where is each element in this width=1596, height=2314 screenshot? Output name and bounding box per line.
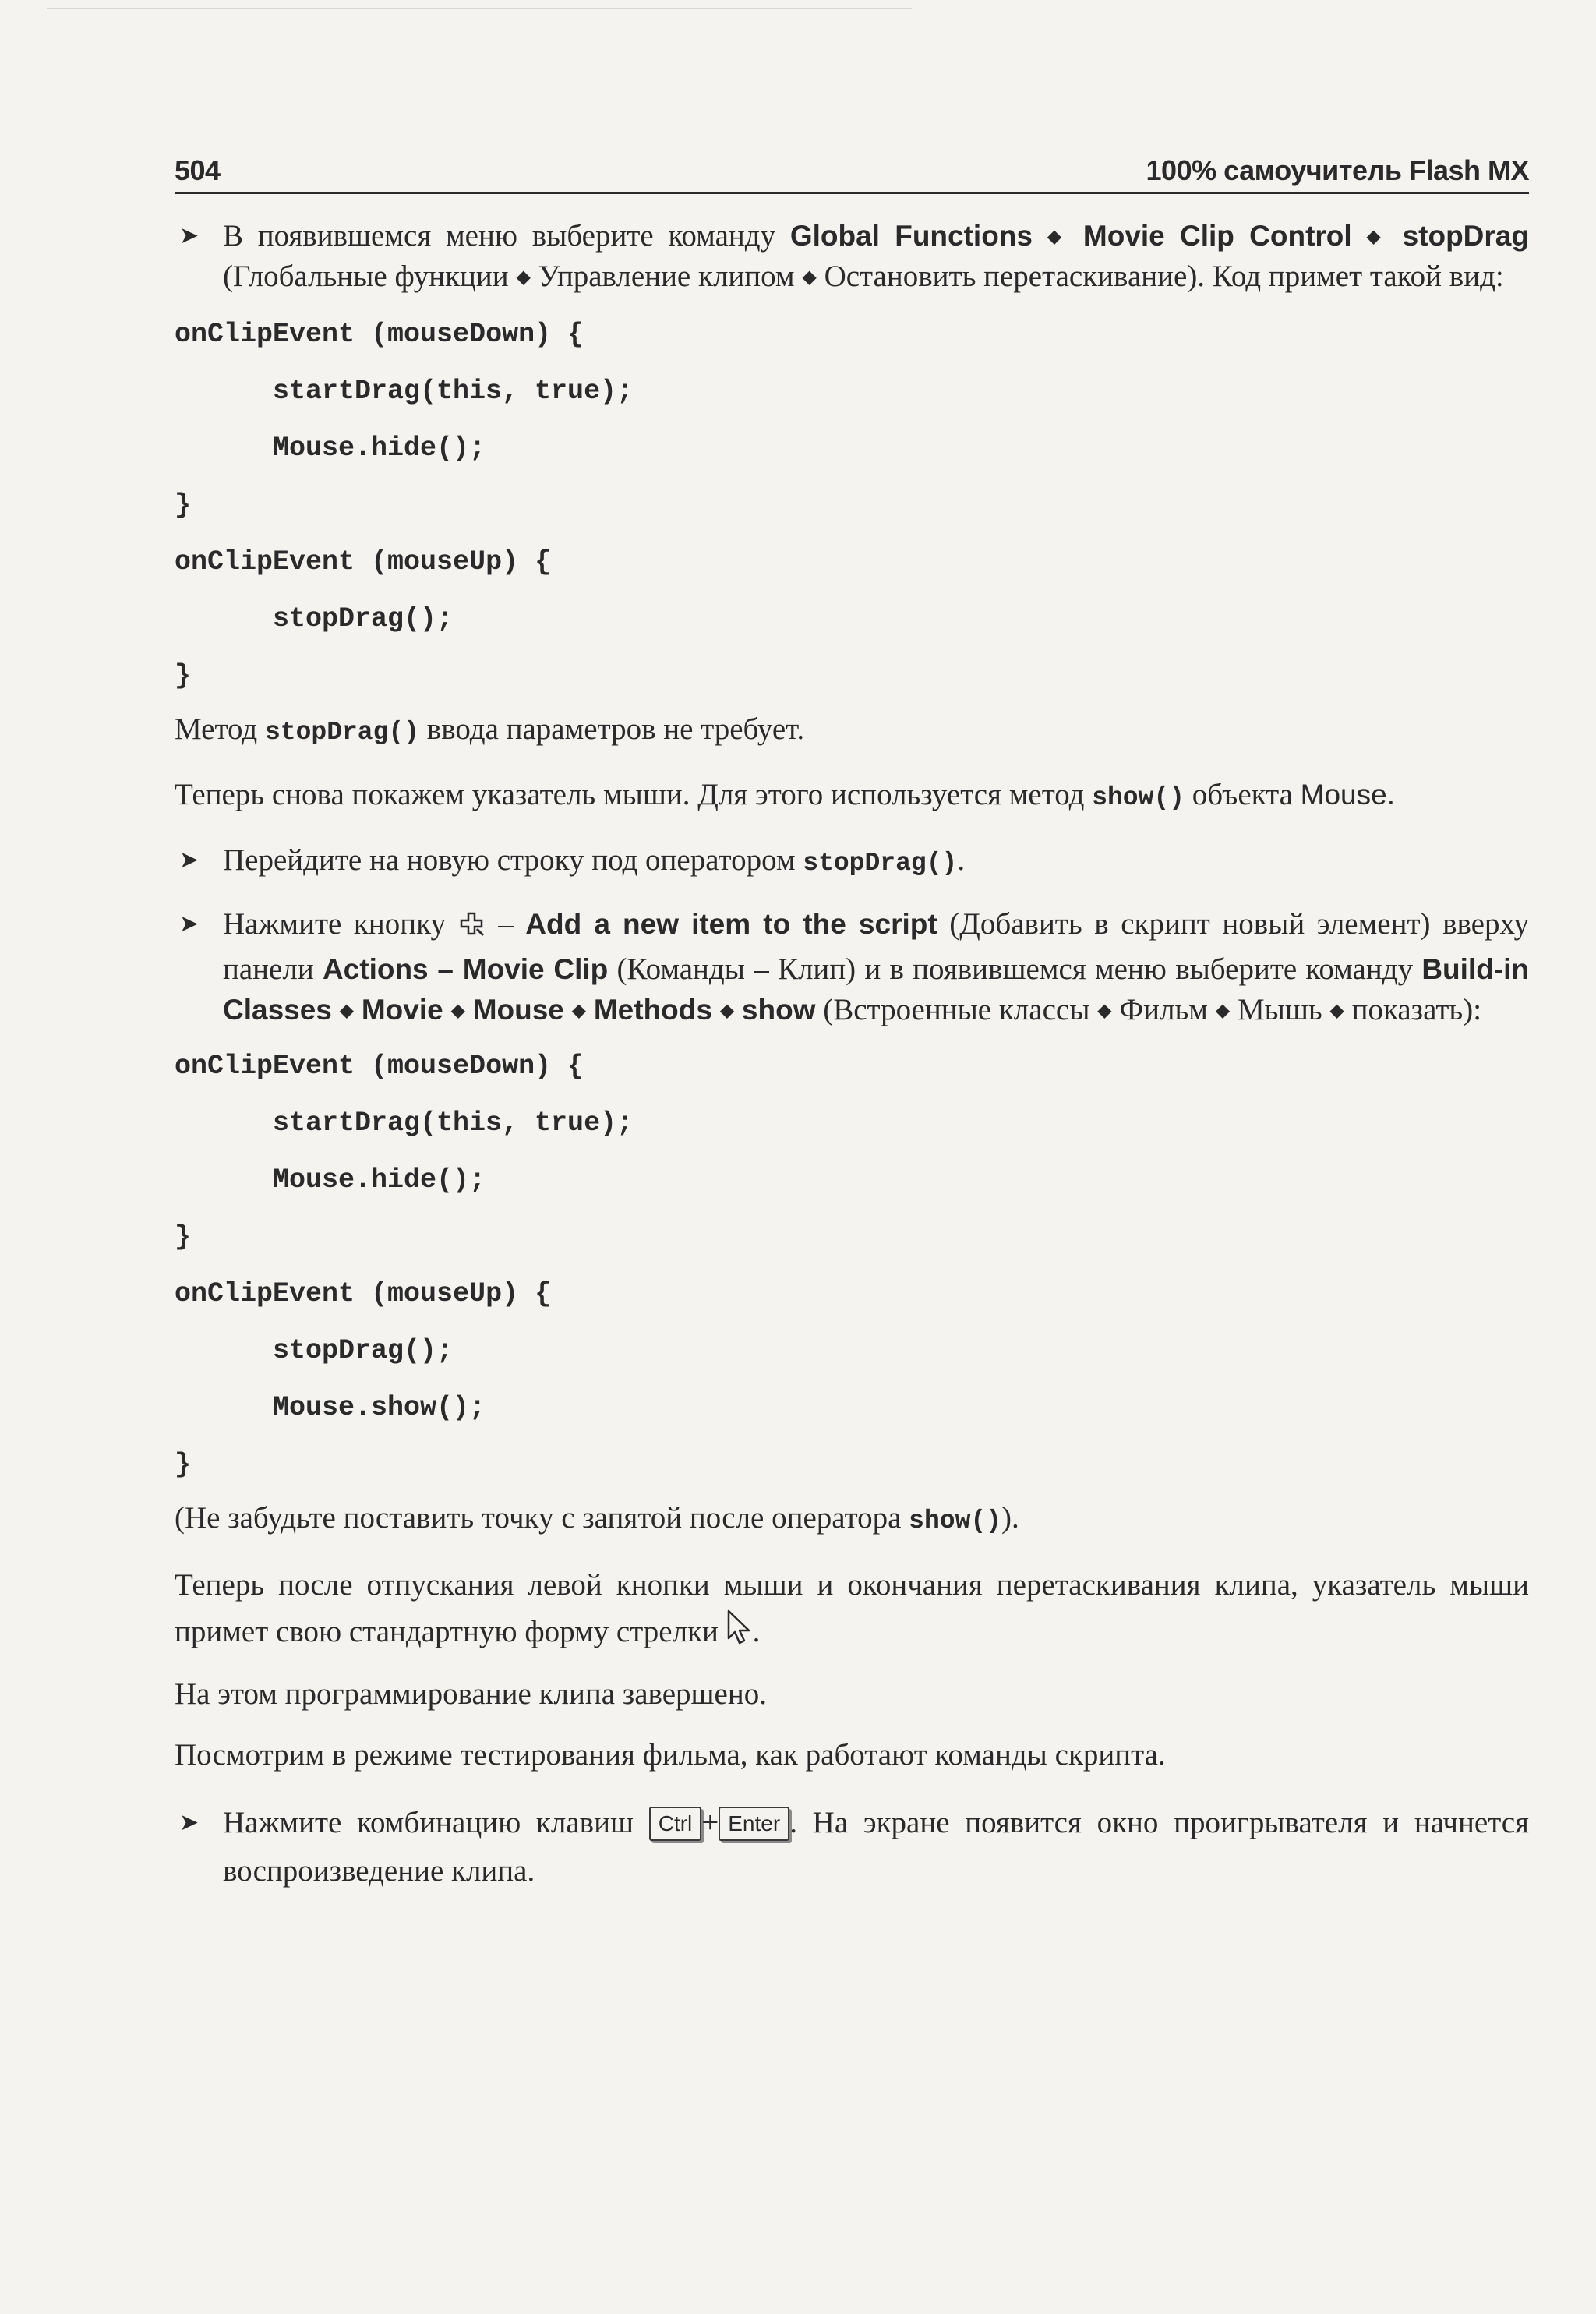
inline-code: stopDrag() <box>264 718 420 747</box>
menu-command: Build-in Classes <box>223 953 1530 1026</box>
menu-command: Movie Clip Control <box>1082 220 1352 252</box>
diamond-separator-icon: ◆ <box>719 999 735 1021</box>
instruction-global-functions: ➤ В появившемся меню выберите команду Global Functions ◆ Movie Clip Control ◆ stopDrag (Глобальные функции ◆ Управление клипом ◆ Остановить перетаскивание). Код примет такой вид: <box>175 216 1529 297</box>
add-item-icon <box>458 909 486 949</box>
diamond-separator-icon: ◆ <box>802 266 817 288</box>
diamond-separator-icon: ◆ <box>1097 999 1112 1021</box>
paragraph-show-pointer: Теперь снова покажем указатель мыши. Для этого используется метод show() объекта Mouse. <box>175 778 1395 812</box>
ctrl-key: Ctrl <box>649 1807 702 1841</box>
menu-command: Global Functions <box>789 220 1033 252</box>
button-name: Add a new item to the script <box>525 908 937 940</box>
paragraph-semicolon-note: (Не забудьте поставить точку с запятой после оператора show()). <box>175 1501 1019 1535</box>
menu-command: stopDrag <box>1402 220 1529 252</box>
paragraph-test-mode: Посмотрим в режиме тестирования фильма, как работают команды скрипта. <box>175 1738 1166 1772</box>
code-line: stopDrag(); <box>273 603 454 634</box>
diamond-separator-icon: ◆ <box>1047 225 1069 247</box>
menu-command: show <box>741 994 816 1026</box>
book-title: 100% самоучитель Flash MX <box>1146 154 1529 186</box>
code-line: Mouse.hide(); <box>273 433 486 464</box>
top-rule <box>47 8 912 9</box>
instruction-key-combo: ➤ Нажмите комбинацию клавиш Ctrl + Enter . На экране появится окно проигрывателя и начнется воспроизведение клипа. <box>175 1799 1529 1895</box>
inline-code: show() <box>1092 783 1185 812</box>
paragraph-stopdrag-params: Метод stopDrag() ввода параметров не требует. <box>175 712 805 747</box>
diamond-separator-icon: ◆ <box>450 999 465 1021</box>
menu-command: Methods <box>593 994 712 1026</box>
instruction-new-line: ➤ Перейдите на новую строку под оператором stopDrag(). <box>175 840 1529 884</box>
bullet-arrow-icon: ➤ <box>179 1809 200 1836</box>
code-block-1 <box>175 306 1529 705</box>
book-page <box>175 150 1529 1895</box>
inline-code: show() <box>909 1507 1001 1535</box>
diamond-separator-icon: ◆ <box>339 999 355 1021</box>
code-line: onClipEvent (mouseDown) { <box>175 1051 584 1082</box>
inline-code: stopDrag() <box>803 849 958 878</box>
bullet-arrow-icon: ➤ <box>179 910 200 938</box>
code-line: } <box>175 1449 192 1480</box>
menu-command: Movie <box>361 994 443 1026</box>
code-line: onClipEvent (mouseDown) { <box>175 319 584 350</box>
page-header <box>175 150 1529 194</box>
code-line: } <box>175 489 192 521</box>
bullet-arrow-icon: ➤ <box>179 846 200 874</box>
enter-key: Enter <box>719 1807 789 1841</box>
code-line: onClipEvent (mouseUp) { <box>175 1278 552 1309</box>
code-line: startDrag(this, true); <box>273 1108 634 1139</box>
paragraph-programming-done: На этом программирование клипа завершено. <box>175 1677 767 1711</box>
bullet-arrow-icon: ➤ <box>179 222 200 249</box>
diamond-separator-icon: ◆ <box>516 266 531 288</box>
code-line: onClipEvent (mouseUp) { <box>175 546 552 578</box>
diamond-separator-icon: ◆ <box>1329 999 1344 1021</box>
diamond-separator-icon: ◆ <box>1366 225 1388 247</box>
code-block-2 <box>175 1038 1529 1493</box>
code-line: startDrag(this, true); <box>273 376 634 407</box>
panel-name: Actions – Movie Clip <box>322 953 609 985</box>
instruction-add-item: ➤ Нажмите кнопку – Add a new item to the script (Добавить в скрипт новый элемент) вверху панели Actions – Movie Clip (Команды – Клип) и в появившемся меню выберите команду Build-in Classes ◆ Movie ◆ Mouse ◆ Methods ◆ show (Встроенные классы ◆ Фильм ◆ Мышь ◆ показать): <box>175 904 1529 1030</box>
code-line: Mouse.show(); <box>273 1392 486 1423</box>
arrow-cursor-icon <box>726 1609 753 1660</box>
code-line: } <box>175 660 192 691</box>
code-line: } <box>175 1221 192 1252</box>
code-line: Mouse.hide(); <box>273 1164 486 1196</box>
code-line: stopDrag(); <box>273 1335 454 1366</box>
diamond-separator-icon: ◆ <box>1215 999 1231 1021</box>
paragraph-cursor-shape: Теперь после отпускания левой кнопки мыши и окончания перетаскивания клипа, указатель мыши примет свою стандартную форму стрелки . <box>175 1562 1529 1660</box>
object-name: Mouse. <box>1300 779 1395 811</box>
menu-command: Mouse <box>472 994 564 1026</box>
page-number: 504 <box>175 154 221 186</box>
diamond-separator-icon: ◆ <box>571 999 587 1021</box>
